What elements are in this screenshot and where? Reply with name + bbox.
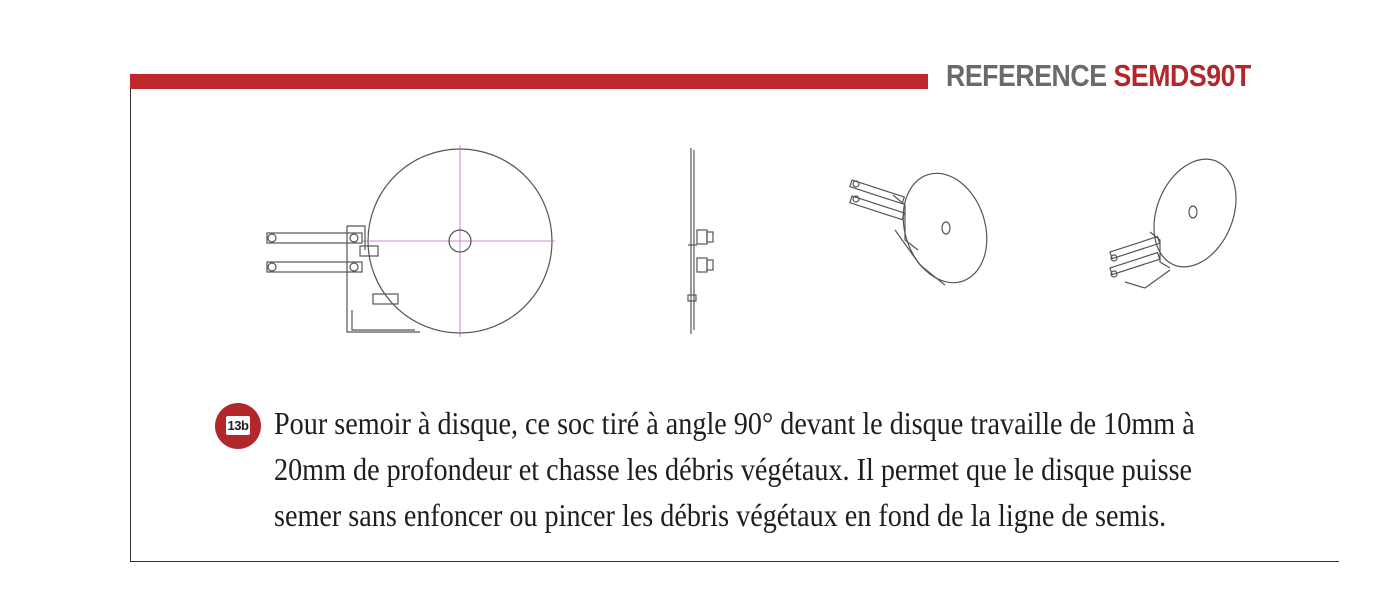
isometric-right-drawing (1110, 147, 1251, 288)
description-line-1: Pour semoir à disque, ce soc tiré à angle 90° devant le disque travaille de 10mm à (274, 405, 1195, 441)
reference-title (946, 58, 1251, 94)
side-view-drawing (688, 148, 713, 334)
header-accent-bar (130, 74, 928, 89)
description-line-2: 20mm de profondeur et chasse les débris végétaux. Il permet que le disque puisse (274, 451, 1193, 487)
frame-bottom-border (130, 561, 1339, 562)
reference-code: SEMDS90T (1113, 58, 1251, 93)
product-description (274, 400, 1224, 538)
frame-left-border (130, 75, 131, 562)
description-line-3: semer sans enfoncer ou pincer les débris végétaux en fond de la ligne de semis. (274, 497, 1167, 533)
technical-drawings (240, 130, 1280, 350)
item-number-badge (215, 403, 261, 449)
isometric-left-drawing (850, 162, 1001, 293)
badge-label: 13b (227, 418, 249, 433)
reference-label: REFERENCE (946, 58, 1107, 93)
front-view-drawing (267, 145, 555, 337)
